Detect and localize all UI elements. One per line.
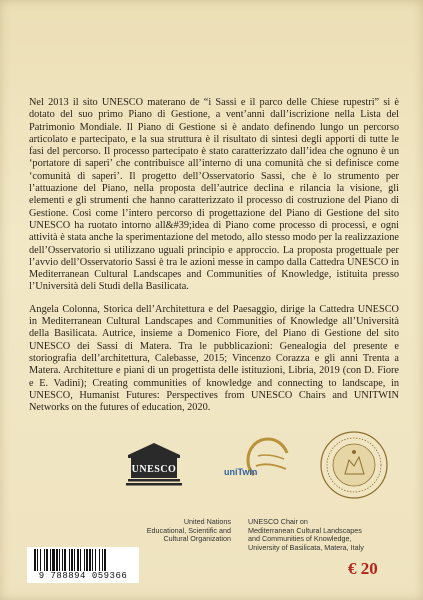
barcode-bar	[95, 549, 96, 571]
barcode-bar	[77, 549, 79, 571]
chair-caption-line: Mediterranean Cultural Landscapes	[248, 525, 362, 535]
barcode-bar	[46, 549, 48, 571]
barcode-bar	[89, 549, 91, 571]
barcode-bar	[62, 549, 63, 571]
barcode-bar	[59, 549, 60, 571]
barcode-bar	[92, 549, 93, 571]
barcode-bar	[71, 549, 73, 571]
barcode-bar	[56, 549, 58, 571]
chair-caption	[248, 518, 418, 552]
body-text	[29, 97, 399, 414]
barcode-bar	[50, 549, 51, 571]
chair-caption-line: UNESCO Chair on	[248, 517, 308, 526]
unitwin-wordmark: uniTwin	[224, 467, 258, 477]
unesco-logo-text: UNESCO	[131, 464, 177, 475]
barcode-bar	[52, 549, 55, 571]
barcode-bar	[80, 549, 81, 571]
barcode-bar	[34, 549, 36, 571]
barcode-bar	[99, 549, 100, 571]
unesco-caption	[83, 518, 231, 544]
barcode-bar	[84, 549, 85, 571]
unesco-caption-line: United Nations	[183, 517, 231, 526]
barcode-bar	[104, 549, 106, 571]
barcode-bar	[74, 549, 75, 571]
university-seal-icon	[319, 430, 389, 500]
barcode-bar	[69, 549, 70, 571]
unesco-logo-icon	[125, 441, 183, 487]
chair-caption-line: and Communities of Knowledge,	[248, 534, 352, 544]
isbn-barcode	[27, 547, 139, 583]
barcode-bar	[86, 549, 88, 571]
chair-caption-line: University of Basilicata, Matera, Italy	[248, 542, 364, 552]
barcode-bar	[40, 549, 41, 571]
price-label: € 20	[348, 559, 378, 578]
barcode-bar	[37, 549, 38, 571]
logo-strip	[0, 425, 423, 552]
author-bio-paragraph: Angela Colonna, Storica dell’Architettura e del Paesaggio, dirige la Cattedra UNESCO in Mediterranean Cultural Landscapes and Communities of Knowledge all’Università della Basilicata. Autrice, insieme a Domenico Fiore, del Piano di Gestione del sito UNESCO dei Sassi di Matera. Tra le pubblicazioni: Genealogia del presente e storiografia dell’architettura, Calebasse, 2015; Vincenzo Corazza e gli anni Trenta a Matera. Architetture e piani di un progettista delle istituzioni, Libria, 2019 (con D. Fiore e E. Vadini); Creating communities of knowledge and connecting to landscape, in UNESCO, Humanist Futures: Perspectives from UNESCO Chairs and UNITWIN Networks on the futures of education, 2020.	[29, 303, 399, 414]
summary-paragraph: Nel 2013 il sito UNESCO materano de “i Sassi e il parco delle Chiese rupestri” si è dotato del suo primo Piano di Gestione, a vent’anni dall’iscrizione nella Lista del Patrimonio Mondiale. Il Piano di Gestione si è andato definendo lungo un percorso articolato e partecipato, e la sua struttura è il risultato di sintesi degli apporti di tutte le fasi del percorso. Il processo partecipato è stato caratterizzato dall’idea che ognuno è un ‘portatore di saperi’ che contribuisce all’interno di una comunità che si definisce come ‘comunità di saperi’. Il progetto dell’Osservatorio Sassi, che è lo strumento per l’attuazione del Piano, nella proposta dell’autrice declina e rilancia la visione, gli elementi e gli strumenti che hanno caratterizzato il processo di costruzione del Piano di Gestione. Così come l’intero percorso di progettazione del Piano di Gestione del sito UNESCO ha ruotato intorno all&#39;idea di Piano come processo di processi, e ogni attività è stata anche la sperimentazione del metodo, allo stesso modo per la realizzazione dell’Osservatorio si utilizzano uguali principio e approccio. La proposta progettuale per l’avvio dell’Osservatorio Sassi è tra le azioni messe in campo dalla Cattedra UNESCO in Mediterranean Cultural Landscapes and Communities of Knowledge, istituita presso l’Università deli Studi della Basilicata.	[29, 97, 399, 293]
barcode-icon	[33, 549, 133, 571]
barcode-bar	[102, 549, 103, 571]
unesco-caption-line: Cultural Organization	[163, 534, 231, 544]
barcode-bar	[44, 549, 45, 571]
barcode-bar	[64, 549, 66, 571]
isbn-number: 9 788894 059366	[38, 571, 128, 581]
unesco-caption-line: Educational, Scientific and	[146, 525, 231, 535]
